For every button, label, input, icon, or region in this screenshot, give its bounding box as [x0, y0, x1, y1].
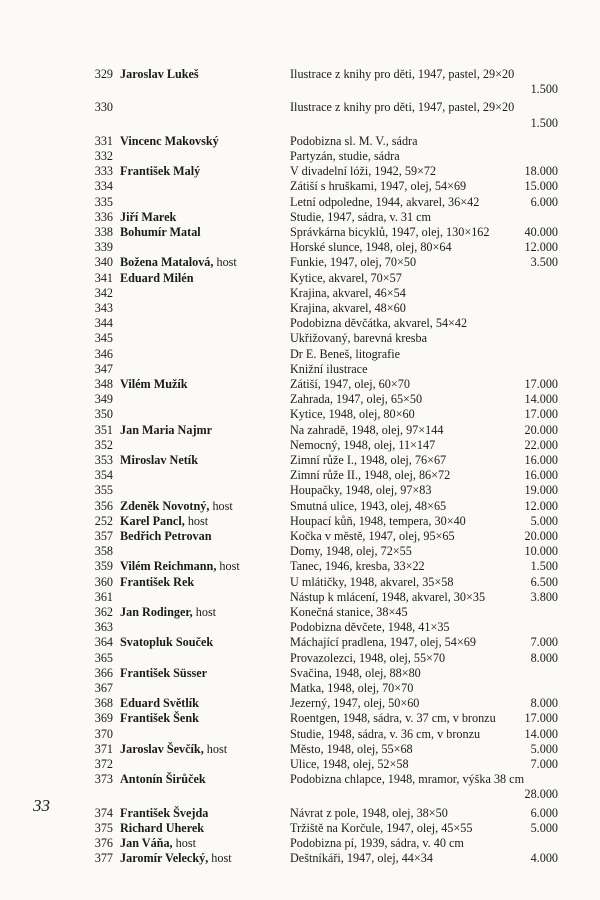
artwork-title: Smutná ulice, 1943, olej, 48×65 [290, 498, 447, 513]
entry-number: 332 [94, 149, 113, 163]
catalog-entry [0, 225, 600, 240]
entry-number: 356 [94, 498, 113, 513]
artwork-title: Podobizna sl. M. V., sádra [290, 133, 418, 148]
artist-name: Eduard Milén [120, 270, 194, 285]
entry-number: 369 [94, 711, 113, 726]
host-label: host [219, 559, 240, 574]
entry-number: 354 [94, 468, 113, 483]
artwork-title: U mlátičky, 1948, akvarel, 35×58 [290, 574, 454, 589]
artwork-title: Na zahradě, 1948, olej, 97×144 [290, 422, 444, 437]
artwork-title: V divadelní lóži, 1942, 59×72 [290, 164, 437, 179]
artwork-title: Domy, 1948, olej, 72×55 [290, 544, 412, 559]
entry-number: 338 [94, 225, 113, 239]
entry-number: 368 [94, 696, 113, 711]
entry-number: 342 [94, 285, 113, 300]
catalog-entry [0, 666, 600, 681]
catalog-entry [0, 620, 600, 635]
artist-name: Jaromír Velecký, host [120, 851, 232, 866]
entry-number: 373 [94, 772, 113, 787]
entry-number: 347 [94, 361, 113, 376]
artwork-title: Zátiší s hruškami, 1947, olej, 54×69 [290, 179, 467, 194]
host-label: host [211, 851, 232, 866]
artist-name: Jaroslav Ševčík, host [120, 741, 228, 756]
artist-name: Karel Pancl, host [120, 513, 209, 528]
artwork-title: Matka, 1948, olej, 70×70 [290, 681, 414, 695]
catalog-entry [0, 806, 600, 821]
artwork-title: Návrat z pole, 1948, olej, 38×50 [290, 805, 448, 820]
catalog-entry [0, 392, 600, 407]
artwork-title: Studie, 1948, sádra, v. 36 cm, v bronzu [290, 726, 481, 741]
artwork-title: Zátiší, 1947, olej, 60×70 [290, 377, 410, 391]
artwork-price: 19.000 [524, 483, 558, 498]
entry-number: 353 [94, 453, 113, 467]
catalog-entry [0, 255, 600, 270]
artwork-title: Zahrada, 1947, olej, 65×50 [290, 392, 423, 407]
artist-name: Svatopluk Souček [120, 635, 214, 650]
entry-number: 335 [94, 194, 113, 209]
artwork-title: Zimní růže I., 1948, olej, 76×67 [290, 453, 447, 467]
entry-number: 331 [94, 133, 113, 148]
catalog-entry [0, 347, 600, 362]
artwork-price: 18.000 [524, 164, 558, 179]
artist-name: Vilém Reichmann, host [120, 559, 240, 574]
artwork-price: 12.000 [524, 240, 558, 255]
catalog-entry [0, 651, 600, 666]
catalog-entry [0, 757, 600, 772]
artwork-title: Máchající pradlena, 1947, olej, 54×69 [290, 635, 476, 650]
catalog-entry [0, 711, 600, 726]
artwork-price: 1.500 [530, 115, 558, 130]
artwork-title: Konečná stanice, 38×45 [290, 605, 408, 619]
artwork-price: 1.500 [530, 82, 558, 97]
artwork-price: 22.000 [524, 437, 558, 452]
catalog-entry [0, 727, 600, 742]
entry-number: 371 [94, 741, 113, 756]
catalog-entry [0, 483, 600, 498]
entry-number: 362 [94, 605, 113, 619]
catalog-entry [0, 149, 600, 164]
catalog-entry [0, 514, 600, 529]
artwork-price: 17.000 [524, 377, 558, 391]
artist-name: Bedřich Petrovan [120, 529, 212, 543]
artist-name: Bohumír Matal [120, 225, 201, 239]
artwork-title: Knižní ilustrace [290, 361, 368, 376]
artwork-price: 6.000 [530, 805, 558, 820]
artist-name: Antonín Širůček [120, 772, 206, 787]
catalog-entry [0, 407, 600, 422]
artwork-price: 7.000 [530, 635, 558, 650]
entry-number: 350 [94, 407, 113, 422]
artwork-title: Krajina, akvarel, 46×54 [290, 285, 406, 300]
artist-name: Božena Matalová, host [120, 255, 237, 270]
catalog-entry [0, 681, 600, 696]
entry-number: 340 [94, 255, 113, 270]
catalog-entry [0, 590, 600, 605]
entry-number: 339 [94, 240, 113, 255]
artwork-price: 16.000 [524, 453, 558, 467]
artist-name: František Rek [120, 574, 195, 589]
entry-number: 366 [94, 665, 113, 680]
artwork-price: 7.000 [530, 757, 558, 771]
entry-number: 346 [94, 346, 113, 361]
entry-number: 343 [94, 301, 113, 315]
entry-number: 361 [94, 589, 113, 604]
artwork-price: 8.000 [530, 650, 558, 665]
artwork-title: Podobizna děvčete, 1948, 41×35 [290, 620, 450, 635]
artwork-title: Kočka v městě, 1947, olej, 95×65 [290, 529, 455, 543]
artist-name: Zdeněk Novotný, host [120, 498, 233, 513]
artwork-price: 17.000 [524, 407, 558, 422]
artist-name: Jan Váňa, host [120, 836, 196, 850]
catalog-entry [0, 134, 600, 149]
artist-name: Richard Uherek [120, 820, 205, 835]
artist-name: Eduard Světlík [120, 696, 199, 711]
artist-name: Miroslav Netík [120, 453, 198, 467]
artist-name: František Süsser [120, 665, 208, 680]
entry-number: 359 [94, 559, 113, 574]
artwork-price: 17.000 [524, 711, 558, 726]
artwork-title: Jezerný, 1947, olej, 50×60 [290, 696, 420, 711]
catalog-entry [0, 821, 600, 836]
entry-number: 352 [94, 437, 113, 452]
artwork-title: Deštníkáři, 1947, olej, 44×34 [290, 851, 433, 866]
catalog-entry [0, 453, 600, 468]
catalog-entry [0, 316, 600, 331]
artwork-title: Podobizna chlapce, 1948, mramor, výška 38 cm [290, 772, 525, 787]
host-label: host [216, 255, 237, 270]
catalog-entry [0, 559, 600, 574]
artist-name: Vilém Mužík [120, 377, 188, 391]
catalog-entry [0, 301, 600, 316]
entry-number: 375 [94, 820, 113, 835]
artwork-price: 12.000 [524, 498, 558, 513]
artwork-title: Ukřižovaný, barevná kresba [290, 331, 428, 346]
entry-number: 360 [94, 574, 113, 589]
entry-number: 330 [94, 100, 113, 115]
host-label: host [212, 498, 233, 513]
artwork-price: 5.000 [530, 513, 558, 528]
artwork-price: 6.000 [530, 194, 558, 209]
entry-number: 374 [94, 805, 113, 820]
artwork-title: Kytice, 1948, olej, 80×60 [290, 407, 415, 422]
artwork-title: Krajina, akvarel, 48×60 [290, 301, 406, 315]
catalog-entry [0, 377, 600, 392]
artwork-title: Město, 1948, olej, 55×68 [290, 741, 413, 756]
entry-number: 336 [94, 209, 113, 224]
artwork-price: 15.000 [524, 179, 558, 194]
artist-name: Jaroslav Lukeš [120, 67, 199, 81]
artwork-price: 6.500 [530, 574, 558, 589]
catalog-entry [0, 529, 600, 544]
artwork-price: 14.000 [524, 392, 558, 407]
catalog-entry [0, 195, 600, 210]
host-label: host [195, 605, 217, 619]
artist-name: František Švejda [120, 805, 209, 820]
catalog-entry [0, 67, 600, 97]
catalog-entry [0, 240, 600, 255]
artwork-price: 5.000 [530, 741, 558, 756]
catalog-entry [0, 605, 600, 620]
artwork-title: Podobizna děvčátka, akvarel, 54×42 [290, 316, 468, 331]
artwork-title: Studie, 1947, sádra, v. 31 cm [290, 209, 432, 224]
catalog-entry [0, 499, 600, 514]
catalog-entry [0, 438, 600, 453]
artwork-price: 3.800 [530, 589, 558, 604]
artist-name: Jiří Marek [120, 209, 177, 224]
catalog-entry [0, 635, 600, 650]
artwork-price: 8.000 [530, 696, 558, 711]
artist-name: Vincenc Makovský [120, 133, 219, 148]
artwork-title: Roentgen, 1948, sádra, v. 37 cm, v bronzu [290, 711, 496, 726]
catalog-entry [0, 423, 600, 438]
catalog-entry [0, 468, 600, 483]
artwork-title: Provazolezci, 1948, olej, 55×70 [290, 650, 446, 665]
catalog-entry [0, 362, 600, 377]
artwork-title: Partyzán, studie, sádra [290, 149, 400, 163]
artwork-title: Ilustrace z knihy pro děti, 1947, pastel, 29×20 [290, 67, 515, 81]
artwork-title: Zimní růže II., 1948, olej, 86×72 [290, 468, 451, 483]
catalog-entry [0, 851, 600, 866]
entry-number: 377 [94, 851, 113, 866]
entry-number: 351 [94, 422, 113, 437]
entry-number: 363 [94, 620, 113, 635]
catalog-entry [0, 696, 600, 711]
entry-number: 370 [94, 726, 113, 741]
entry-number: 329 [94, 67, 113, 81]
entry-number: 341 [94, 270, 113, 285]
artist-name: František Šenk [120, 711, 199, 726]
artwork-price: 16.000 [524, 468, 558, 483]
artwork-title: Ilustrace z knihy pro děti, 1947, pastel, 29×20 [290, 100, 515, 115]
artwork-price: 14.000 [524, 726, 558, 741]
catalog-entry [0, 836, 600, 851]
artwork-price: 4.000 [530, 851, 558, 866]
artwork-title: Svačina, 1948, olej, 88×80 [290, 665, 421, 680]
artwork-title: Tanec, 1946, kresba, 33×22 [290, 559, 425, 574]
artwork-price: 40.000 [524, 225, 558, 239]
catalog-entry [0, 210, 600, 225]
entry-number: 334 [94, 179, 113, 194]
entry-number: 376 [94, 836, 113, 850]
artwork-title: Houpačky, 1948, olej, 97×83 [290, 483, 432, 498]
artwork-title: Dr E. Beneš, litografie [290, 346, 400, 361]
artwork-title: Podobizna pí, 1939, sádra, v. 40 cm [290, 836, 464, 850]
artwork-title: Kytice, akvarel, 70×57 [290, 270, 402, 285]
entry-number: 344 [94, 316, 113, 331]
artwork-title: Funkie, 1947, olej, 70×50 [290, 255, 417, 270]
artwork-price: 10.000 [524, 544, 558, 559]
host-label: host [175, 836, 196, 850]
catalog-entry [0, 179, 600, 194]
entry-number: 358 [94, 544, 113, 559]
catalog-entry [0, 575, 600, 590]
catalog-entry [0, 100, 600, 130]
catalog-entry [0, 286, 600, 301]
artist-name: Jan Rodinger, host [120, 605, 217, 619]
artwork-title: Správkárna bicyklů, 1947, olej, 130×162 [290, 225, 490, 239]
page-number: 33 [33, 796, 50, 815]
entry-number: 333 [94, 164, 113, 179]
entry-number: 252 [94, 513, 113, 528]
entry-number: 372 [94, 757, 113, 771]
entry-number: 348 [94, 377, 113, 391]
entry-number: 365 [94, 650, 113, 665]
artwork-price: 20.000 [524, 529, 558, 543]
catalog-entry [0, 772, 600, 802]
entry-number: 367 [94, 681, 113, 695]
host-label: host [206, 741, 228, 756]
entry-number: 349 [94, 392, 113, 407]
catalog-entry [0, 164, 600, 179]
artwork-title: Tržiště na Korčule, 1947, olej, 45×55 [290, 820, 473, 835]
host-label: host [187, 513, 209, 528]
artwork-title: Nástup k mlácení, 1948, akvarel, 30×35 [290, 589, 486, 604]
artwork-price: 5.000 [530, 820, 558, 835]
artwork-price: 3.500 [530, 255, 558, 270]
artist-name: František Malý [120, 164, 201, 179]
artwork-price: 1.500 [530, 559, 558, 574]
artwork-price: 28.000 [524, 787, 558, 802]
artwork-title: Horské slunce, 1948, olej, 80×64 [290, 240, 452, 255]
artwork-price: 20.000 [524, 422, 558, 437]
artwork-title: Nemocný, 1948, olej, 11×147 [290, 437, 436, 452]
artwork-title: Houpací kůň, 1948, tempera, 30×40 [290, 513, 466, 528]
artwork-title: Letní odpoledne, 1944, akvarel, 36×42 [290, 194, 480, 209]
catalog-entry [0, 742, 600, 757]
entry-number: 355 [94, 483, 113, 498]
catalog-entry [0, 331, 600, 346]
catalog-entry [0, 544, 600, 559]
artwork-title: Ulice, 1948, olej, 52×58 [290, 757, 409, 771]
artist-name: Jan Maria Najmr [120, 422, 213, 437]
catalog-entry [0, 271, 600, 286]
entry-number: 357 [94, 529, 113, 543]
entry-number: 345 [94, 331, 113, 346]
entry-number: 364 [94, 635, 113, 650]
